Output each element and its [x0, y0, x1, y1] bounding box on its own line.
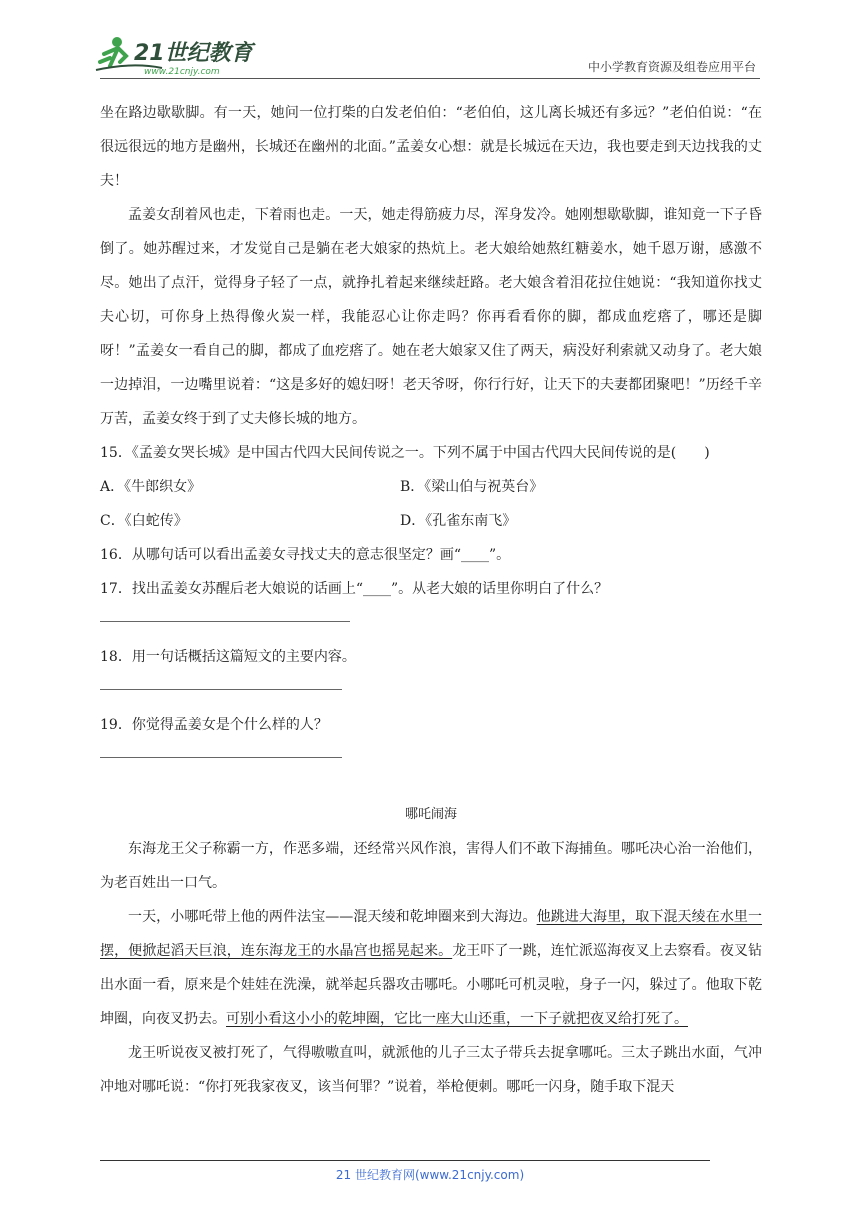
p2-text-a: 一天，小哪吒带上他的两件法宝——混天绫和乾坤圈来到大海边。: [128, 909, 537, 925]
p2-underlined-1: 他跳进大海里，取下混天绫在水里一摆，便掀起滔天巨浪，连东海龙王的水晶宫也摇晃起来。: [100, 909, 763, 959]
question-15-options: [100, 470, 762, 538]
answer-line-19[interactable]: [100, 756, 342, 758]
answer-line-18[interactable]: [100, 688, 342, 690]
question-17: 17．找出孟姜女苏醒后老大娘说的话画上“____”。从老大娘的话里你明白了什么？: [100, 581, 609, 597]
footer-link[interactable]: 21 世纪教育网(www.21cnjy.com): [335, 1168, 525, 1182]
passage2-title: 哪吒闹海: [404, 807, 457, 822]
question-15: 15．《孟姜女哭长城》是中国古代四大民间传说之一。下列不属于中国古代四大民间传说的是( ): [100, 445, 710, 461]
option-a: A．《牛郎织女》: [100, 479, 202, 495]
option-d: D．《孔雀东南飞》: [400, 513, 517, 529]
passage2-paragraph-1: 东海龙王父子称霸一方，作恶多端，还经常兴风作浪，害得人们不敢下海捕鱼。哪吒决心治一治他们，为老百姓出一口气。: [100, 841, 762, 891]
question-18: 18．用一句话概括这篇短文的主要内容。: [100, 649, 356, 665]
passage2-paragraph-2: [100, 900, 762, 1036]
header-divider: [100, 78, 760, 79]
question-19: 19．你觉得孟姜女是个什么样的人？: [100, 717, 328, 733]
question-16: 16．从哪句话可以看出孟姜女寻找丈夫的意志很坚定？画“____”。: [100, 547, 511, 563]
svg-text:www.21cnjy.com: www.21cnjy.com: [144, 67, 220, 77]
passage1-paragraph-1: 坐在路边歇歇脚。有一天，她问一位打柴的白发老伯伯：“老伯伯，这儿离长城还有多远？”老伯伯说：“在很远很远的地方是幽州，长城还在幽州的北面。”孟姜女心想：就是长城远在天边，我也要走到天边找我的丈夫！: [100, 105, 762, 189]
answer-line-17[interactable]: [100, 620, 350, 622]
p2-text-b: 龙王吓了一跳，连忙派巡海夜叉上去察看。夜叉钻出水面一看，原来是个娃娃在洗澡，就举起兵器攻击哪吒。小哪吒可机灵啦，身子一闪，躲过了。他取下乾坤圈，向夜叉扔去。: [100, 943, 763, 1027]
passage2-paragraph-3: 龙王听说夜叉被打死了，气得嗷嗷直叫，就派他的儿子三太子带兵去捉拿哪吒。三太子跳出水面，气冲冲地对哪吒说：“你打死我家夜叉，该当何罪？”说着，举枪便刺。哪吒一闪身，随手取下混天: [100, 1045, 762, 1095]
passage1-paragraph-2: 孟姜女刮着风也走，下着雨也走。一天，她走得筋疲力尽，浑身发冷。她刚想歇歇脚，谁知竟一下子昏倒了。她苏醒过来，才发觉自己是躺在老大娘家的热炕上。老大娘给她熬红糖姜水，她千恩万谢，感激不尽。她出了点汗，觉得身子轻了一点，就挣扎着起来继续赶路。老大娘含着泪花拉住她说：“我知道你找丈夫心切，可你身上热得像火炭一样，我能忍心让你走吗？你再看看你的脚，都成血疙瘩了，哪还是脚呀！”孟姜女一看自己的脚，都成了血疙瘩了。她在老大娘家又住了两天，病没好利索就又动身了。老大娘一边掉泪，一边嘴里说着：“这是多好的媳妇呀！老天爷呀，你行行好，让天下的夫妻都团聚吧！”历经千辛万苦，孟姜女终于到了丈夫修长城的地方。: [100, 207, 762, 427]
page-header: [0, 0, 860, 84]
footer-divider: [100, 1160, 710, 1161]
platform-name: 中小学教育资源及组卷应用平台: [587, 60, 756, 74]
svg-text:21世纪教育: 21世纪教育: [134, 41, 253, 66]
option-c: C．《白蛇传》: [100, 513, 188, 529]
p2-underlined-2: 可别小看这小小的乾坤圈，它比一座大山还重，一下子就把夜叉给打死了。: [226, 1011, 688, 1027]
document-body: [100, 96, 762, 1104]
option-b: B．《梁山伯与祝英台》: [400, 479, 544, 495]
site-logo: [92, 32, 262, 80]
